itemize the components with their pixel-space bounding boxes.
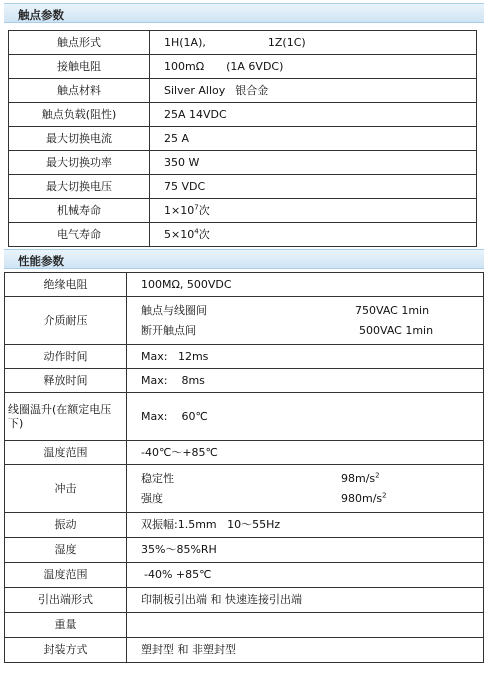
row-label: 温度范围	[5, 563, 127, 588]
row-value	[127, 369, 484, 393]
dielectric-line-1-key: 触点与线圈间	[141, 303, 207, 317]
dielectric-line-1-value: 750VAC 1min	[355, 303, 430, 317]
row-value	[127, 345, 484, 369]
performance-section-title: 性能参数	[18, 254, 64, 268]
row-value	[127, 613, 484, 638]
row-label: 冲击	[5, 465, 127, 513]
table-row	[9, 55, 477, 79]
table-row	[5, 538, 484, 563]
table-row	[5, 345, 484, 369]
row-value	[150, 55, 477, 79]
table-row	[5, 513, 484, 538]
row-value	[150, 199, 477, 223]
contact-resistance-cond: (1A 6VDC)	[226, 59, 284, 73]
coil-temp-key: Max:	[141, 409, 168, 423]
contact-form-1z: 1Z(1C)	[267, 35, 306, 49]
row-label: 机械寿命	[9, 199, 150, 223]
row-label: 引出端形式	[5, 588, 127, 613]
row-value	[150, 223, 477, 247]
row-value	[150, 31, 477, 55]
table-row	[5, 369, 484, 393]
row-label: 重量	[5, 613, 127, 638]
table-row	[9, 175, 477, 199]
row-label: 线圈温升(在额定电压下)	[5, 393, 127, 441]
table-row	[9, 31, 477, 55]
release-key: Max:	[141, 373, 168, 387]
contact-params-table	[8, 30, 477, 247]
elec-life-exp: 4	[194, 226, 199, 235]
row-label: 绝缘电阻	[5, 273, 127, 297]
row-value: -40℃～+85℃	[127, 441, 484, 465]
row-value: 印制板引出端 和 快速连接引出端	[127, 588, 484, 613]
row-label: 最大切换功率	[9, 151, 150, 175]
operate-key: Max:	[141, 349, 168, 363]
contact-section-header	[4, 3, 484, 23]
table-row	[5, 563, 484, 588]
row-value	[127, 465, 484, 513]
row-label: 释放时间	[5, 369, 127, 393]
mech-life-exp: 7	[194, 202, 199, 211]
row-label: 介质耐压	[5, 297, 127, 345]
release-value: 8ms	[181, 373, 205, 387]
row-value: 35%～85%RH	[127, 538, 484, 563]
elec-life-base: 5×10	[164, 227, 195, 241]
material-en: Silver Alloy	[164, 83, 226, 97]
performance-section-header	[4, 249, 484, 269]
shock-line-2-key: 强度	[141, 491, 163, 505]
row-label: 湿度	[5, 538, 127, 563]
performance-params-table	[4, 272, 484, 663]
shock-line-1-base: 98m/s	[341, 471, 376, 485]
material-cn: 银合金	[235, 83, 269, 97]
shock-line-1-exp: 2	[375, 470, 380, 479]
dielectric-line-2-value: 500VAC 1min	[359, 323, 434, 337]
row-value: 75 VDC	[150, 175, 477, 199]
dielectric-line-2-key: 断开触点间	[141, 323, 196, 337]
table-row	[9, 151, 477, 175]
table-row	[9, 103, 477, 127]
row-value: 25 A	[150, 127, 477, 151]
row-label: 触点负载(阻性)	[9, 103, 150, 127]
row-label: 封装方式	[5, 638, 127, 663]
row-value	[127, 393, 484, 441]
contact-form-1h: 1H(1A),	[164, 35, 206, 49]
row-value: 双振幅:1.5mm 10～55Hz	[127, 513, 484, 538]
table-row	[5, 613, 484, 638]
shock-line-2-exp: 2	[382, 490, 387, 499]
table-row	[5, 638, 484, 663]
table-row	[5, 588, 484, 613]
shock-line-1-key: 稳定性	[141, 471, 174, 485]
row-label: 触点材料	[9, 79, 150, 103]
row-label: 电气寿命	[9, 223, 150, 247]
shock-line-2-value	[341, 492, 387, 506]
table-row	[5, 297, 484, 345]
table-row	[9, 127, 477, 151]
table-row	[9, 223, 477, 247]
row-value: -40% +85℃	[127, 563, 484, 588]
table-row	[5, 393, 484, 441]
row-label: 振动	[5, 513, 127, 538]
row-label: 温度范围	[5, 441, 127, 465]
row-label: 动作时间	[5, 345, 127, 369]
row-value: 25A 14VDC	[150, 103, 477, 127]
contact-resistance-value: 100mΩ	[164, 59, 205, 73]
row-value	[127, 297, 484, 345]
row-value	[150, 79, 477, 103]
table-row	[9, 199, 477, 223]
table-row	[5, 465, 484, 513]
row-value: 350 W	[150, 151, 477, 175]
mech-life-base: 1×10	[164, 203, 195, 217]
table-row	[9, 79, 477, 103]
mech-life-unit: 次	[198, 203, 210, 217]
table-row	[5, 441, 484, 465]
shock-line-1-value	[341, 472, 380, 486]
row-label: 触点形式	[9, 31, 150, 55]
row-value: 100MΩ, 500VDC	[127, 273, 484, 297]
contact-section-title: 触点参数	[18, 8, 64, 22]
table-row	[5, 273, 484, 297]
shock-line-2-base: 980m/s	[341, 491, 383, 505]
operate-value: 12ms	[177, 349, 209, 363]
elec-life-unit: 次	[198, 227, 210, 241]
row-label: 接触电阻	[9, 55, 150, 79]
row-label: 最大切换电压	[9, 175, 150, 199]
coil-temp-value: 60℃	[181, 409, 208, 423]
row-value: 塑封型 和 非塑封型	[127, 638, 484, 663]
row-label: 最大切换电流	[9, 127, 150, 151]
